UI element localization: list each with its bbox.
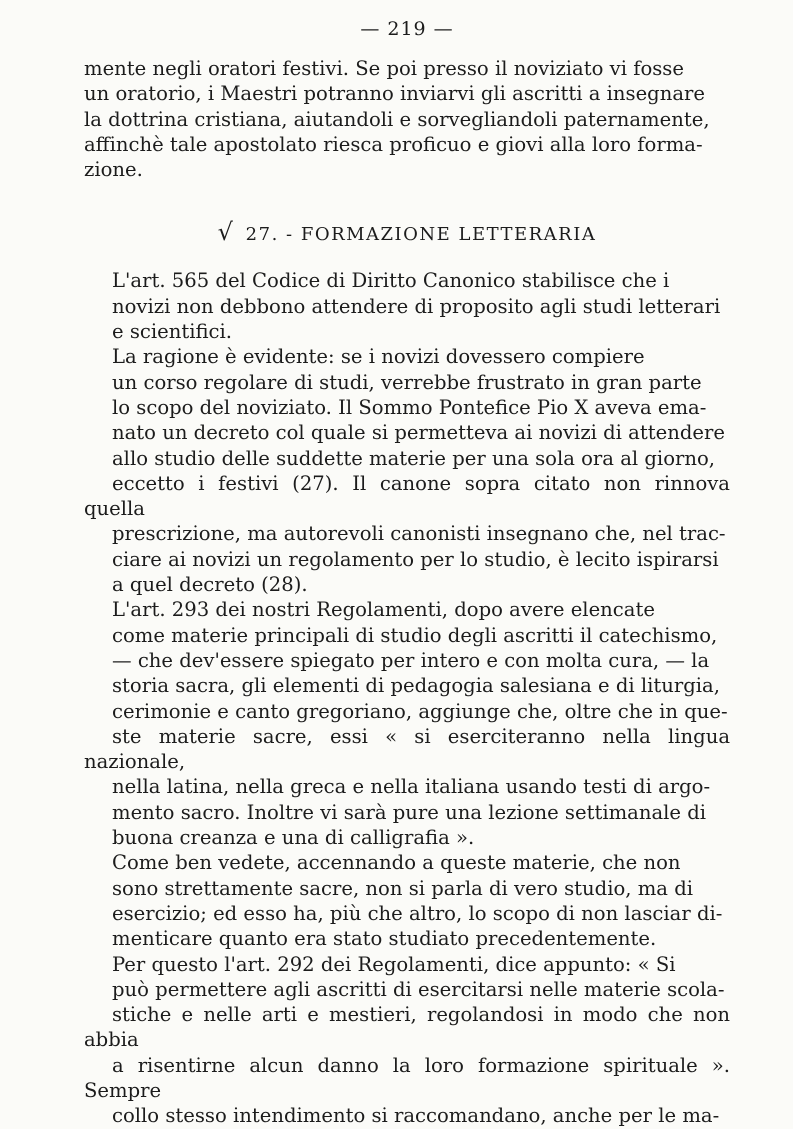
text-line: e scientifici. (112, 320, 233, 344)
text-line: L'art. 293 dei nostri Regolamenti, dopo avere elencate (112, 598, 655, 622)
text-line: può permettere agli ascritti di esercitarsi nelle materie scola- (112, 977, 725, 1001)
text-line: nato un decreto col quale si permetteva ai novizi di attendere (112, 421, 725, 445)
text-line: sono strettamente sacre, non si parla di vero studio, ma di (112, 876, 694, 900)
paragraph-5 (84, 952, 730, 1129)
paragraph-2 (84, 344, 730, 597)
paragraph-1 (84, 268, 730, 344)
text-line: prescrizione, ma autorevoli canonisti insegnano che, nel trac- (112, 522, 726, 546)
handwritten-check-mark: √ (217, 218, 235, 247)
text-line: esercizio; ed esso ha, più che altro, lo scopo di non lasciar di- (112, 901, 723, 925)
text-line: allo studio delle suddette materie per una sola ora al giorno, (112, 446, 716, 470)
text-line: affinchè tale apostolato riesca proficuo e giovi alla loro forma- (84, 132, 703, 156)
text-line: La ragione è evidente: se i novizi dovessero compiere (112, 345, 645, 369)
text-line: buona creanza e una di calligrafia ». (112, 826, 475, 850)
text-line: cerimonie e canto gregoriano, aggiunge che, oltre che in que- (112, 699, 728, 723)
text-line: lo scopo del noviziato. Il Sommo Pontefice Pio X aveva ema- (112, 395, 707, 419)
text-line: novizi non debbono attendere di proposito agli studi letterari (112, 294, 721, 318)
text-line: L'art. 565 del Codice di Diritto Canonico stabilisce che i (112, 269, 670, 293)
text-line: zione. (84, 158, 143, 182)
text-line: stiche e nelle arti e mestieri, regolandosi in modo che non abbia (84, 1003, 730, 1052)
text-line: — che dev'essere spiegato per intero e con molta cura, — la (112, 648, 710, 672)
book-page (84, 18, 730, 1129)
text-line: Per questo l'art. 292 dei Regolamenti, dice appunto: « Si (112, 952, 676, 976)
text-line: menticare quanto era stato studiato precedentemente. (112, 927, 657, 951)
text-line: mento sacro. Inoltre vi sarà pure una lezione settimanale di (112, 800, 707, 824)
text-line: storia sacra, gli elementi di pedagogia salesiana e di liturgia, (112, 674, 720, 698)
text-line: la dottrina cristiana, aiutandoli e sorvegliandoli paternamente, (84, 107, 710, 131)
section-title: 27. - FORMAZIONE LETTERARIA (245, 224, 597, 246)
text-line: un oratorio, i Maestri potranno inviarvi gli ascritti a insegnare (84, 82, 705, 106)
page-number: — 219 — (360, 18, 454, 40)
text-line: mente negli oratori festivi. Se poi presso il noviziato vi fosse (84, 57, 684, 80)
text-line: un corso regolare di studi, verrebbe frustrato in gran parte (112, 370, 702, 394)
paragraph-3 (84, 597, 730, 850)
paragraph-top (84, 56, 730, 182)
text-line: a risentirne alcun danno la loro formazione spirituale ». Sempre (84, 1053, 730, 1102)
text-line: come materie principali di studio degli ascritti il catechismo, (112, 623, 718, 647)
text-line: ciare ai novizi un regolamento per lo studio, è lecito ispirarsi (112, 547, 719, 571)
text-line: collo stesso intendimento si raccomandano, anche per le ma- (112, 1104, 720, 1128)
text-line: eccetto i festivi (27). Il canone sopra citato non rinnova quella (84, 471, 730, 521)
text-line: Come ben vedete, accennando a queste materie, che non (112, 851, 681, 875)
paragraph-4 (84, 850, 730, 951)
text-line: ste materie sacre, essi « si eserciteranno nella lingua nazionale, (84, 724, 730, 774)
text-line: a quel decreto (28). (112, 573, 308, 597)
section-heading (84, 218, 730, 246)
text-line: nella latina, nella greca e nella italiana usando testi di argo- (112, 775, 711, 799)
